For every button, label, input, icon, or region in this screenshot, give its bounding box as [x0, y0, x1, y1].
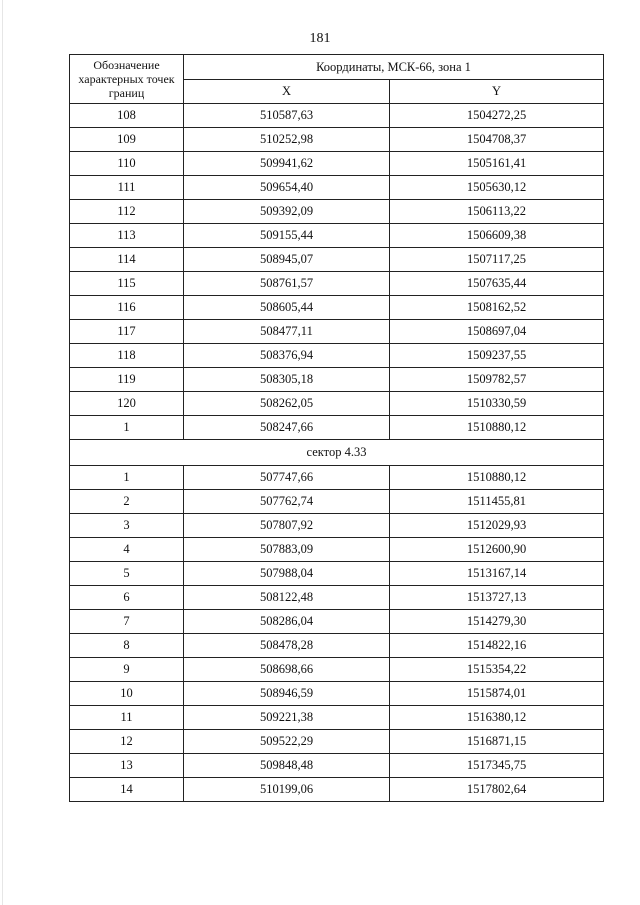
table-row [70, 296, 604, 320]
y-coordinate-cell: 1516380,12 [390, 706, 604, 730]
y-coordinate-cell: 1506113,22 [390, 200, 604, 224]
x-coordinate-cell: 507988,04 [184, 562, 390, 586]
table-row [70, 490, 604, 514]
point-cell: 111 [70, 176, 184, 200]
x-coordinate-cell: 509654,40 [184, 176, 390, 200]
x-coordinate-cell: 510587,63 [184, 104, 390, 128]
table-row [70, 634, 604, 658]
x-coordinate-cell: 508605,44 [184, 296, 390, 320]
table-row [70, 730, 604, 754]
table-row [70, 368, 604, 392]
x-coordinate-cell: 507747,66 [184, 466, 390, 490]
x-coordinate-cell: 509221,38 [184, 706, 390, 730]
point-cell: 115 [70, 272, 184, 296]
table-row [70, 152, 604, 176]
point-cell: 1 [70, 416, 184, 440]
y-coordinate-cell: 1509782,57 [390, 368, 604, 392]
x-coordinate-cell: 508698,66 [184, 658, 390, 682]
table-row [70, 320, 604, 344]
point-cell: 109 [70, 128, 184, 152]
table-row [70, 224, 604, 248]
coordinates-header: Координаты, МСК-66, зона 1 [184, 55, 604, 80]
y-coordinate-cell: 1512029,93 [390, 514, 604, 538]
point-cell: 119 [70, 368, 184, 392]
y-coordinate-cell: 1506609,38 [390, 224, 604, 248]
table-row [70, 200, 604, 224]
table-row [70, 272, 604, 296]
table-row [70, 610, 604, 634]
table-row [70, 586, 604, 610]
point-cell: 114 [70, 248, 184, 272]
y-coordinate-cell: 1505161,41 [390, 152, 604, 176]
point-cell: 108 [70, 104, 184, 128]
y-coordinate-cell: 1508697,04 [390, 320, 604, 344]
point-cell: 117 [70, 320, 184, 344]
x-coordinate-cell: 508122,48 [184, 586, 390, 610]
point-cell: 3 [70, 514, 184, 538]
x-coordinate-cell: 509155,44 [184, 224, 390, 248]
y-coordinate-cell: 1508162,52 [390, 296, 604, 320]
y-coordinate-cell: 1512600,90 [390, 538, 604, 562]
table-row [70, 682, 604, 706]
y-coordinate-cell: 1513167,14 [390, 562, 604, 586]
point-cell: 11 [70, 706, 184, 730]
x-coordinate-cell: 508262,05 [184, 392, 390, 416]
x-coordinate-cell: 508305,18 [184, 368, 390, 392]
point-cell: 118 [70, 344, 184, 368]
y-coordinate-cell: 1513727,13 [390, 586, 604, 610]
table-body-part2 [70, 466, 604, 802]
point-cell: 113 [70, 224, 184, 248]
point-cell: 110 [70, 152, 184, 176]
x-coordinate-cell: 509848,48 [184, 754, 390, 778]
y-coordinate-cell: 1509237,55 [390, 344, 604, 368]
table-body-part1 [70, 104, 604, 440]
point-cell: 6 [70, 586, 184, 610]
y-coordinate-cell: 1515874,01 [390, 682, 604, 706]
point-cell: 8 [70, 634, 184, 658]
table-row [70, 514, 604, 538]
point-cell: 4 [70, 538, 184, 562]
y-column-header: Y [390, 80, 604, 104]
point-column-header: Обозначение характерных точек границ [70, 55, 184, 104]
table-row [70, 416, 604, 440]
x-coordinate-cell: 508286,04 [184, 610, 390, 634]
point-cell: 2 [70, 490, 184, 514]
y-coordinate-cell: 1517802,64 [390, 778, 604, 802]
point-cell: 10 [70, 682, 184, 706]
point-cell: 14 [70, 778, 184, 802]
point-cell: 112 [70, 200, 184, 224]
y-coordinate-cell: 1516871,15 [390, 730, 604, 754]
table-row [70, 754, 604, 778]
point-cell: 12 [70, 730, 184, 754]
point-cell: 13 [70, 754, 184, 778]
y-coordinate-cell: 1514279,30 [390, 610, 604, 634]
table-row [70, 104, 604, 128]
x-coordinate-cell: 507807,92 [184, 514, 390, 538]
y-coordinate-cell: 1504272,25 [390, 104, 604, 128]
table-row [70, 562, 604, 586]
x-coordinate-cell: 509392,09 [184, 200, 390, 224]
point-cell: 116 [70, 296, 184, 320]
table-row [70, 392, 604, 416]
table-row [70, 128, 604, 152]
page-number: 181 [309, 31, 331, 46]
table-row [70, 344, 604, 368]
point-cell: 7 [70, 610, 184, 634]
scan-margin-line [2, 0, 3, 905]
y-coordinate-cell: 1507635,44 [390, 272, 604, 296]
y-coordinate-cell: 1510880,12 [390, 466, 604, 490]
point-cell: 5 [70, 562, 184, 586]
point-cell: 120 [70, 392, 184, 416]
x-coordinate-cell: 508946,59 [184, 682, 390, 706]
x-coordinate-cell: 508761,57 [184, 272, 390, 296]
x-coordinate-cell: 510199,06 [184, 778, 390, 802]
table-row [70, 538, 604, 562]
x-column-header: X [184, 80, 390, 104]
point-cell: 9 [70, 658, 184, 682]
y-coordinate-cell: 1511455,81 [390, 490, 604, 514]
y-coordinate-cell: 1510880,12 [390, 416, 604, 440]
section-label: сектор 4.33 [70, 440, 604, 466]
table-row [70, 176, 604, 200]
y-coordinate-cell: 1504708,37 [390, 128, 604, 152]
x-coordinate-cell: 507762,74 [184, 490, 390, 514]
point-cell: 1 [70, 466, 184, 490]
x-coordinate-cell: 507883,09 [184, 538, 390, 562]
table-row [70, 466, 604, 490]
x-coordinate-cell: 508247,66 [184, 416, 390, 440]
y-coordinate-cell: 1507117,25 [390, 248, 604, 272]
x-coordinate-cell: 508477,11 [184, 320, 390, 344]
x-coordinate-cell: 508478,28 [184, 634, 390, 658]
coordinates-table [69, 54, 604, 802]
x-coordinate-cell: 509941,62 [184, 152, 390, 176]
section-divider [70, 440, 604, 466]
y-coordinate-cell: 1510330,59 [390, 392, 604, 416]
header-row [70, 55, 604, 80]
x-coordinate-cell: 509522,29 [184, 730, 390, 754]
table-row [70, 778, 604, 802]
table-row [70, 658, 604, 682]
x-coordinate-cell: 510252,98 [184, 128, 390, 152]
y-coordinate-cell: 1515354,22 [390, 658, 604, 682]
table-row [70, 248, 604, 272]
y-coordinate-cell: 1517345,75 [390, 754, 604, 778]
x-coordinate-cell: 508945,07 [184, 248, 390, 272]
section-row [70, 440, 604, 466]
y-coordinate-cell: 1514822,16 [390, 634, 604, 658]
table-row [70, 706, 604, 730]
x-coordinate-cell: 508376,94 [184, 344, 390, 368]
y-coordinate-cell: 1505630,12 [390, 176, 604, 200]
